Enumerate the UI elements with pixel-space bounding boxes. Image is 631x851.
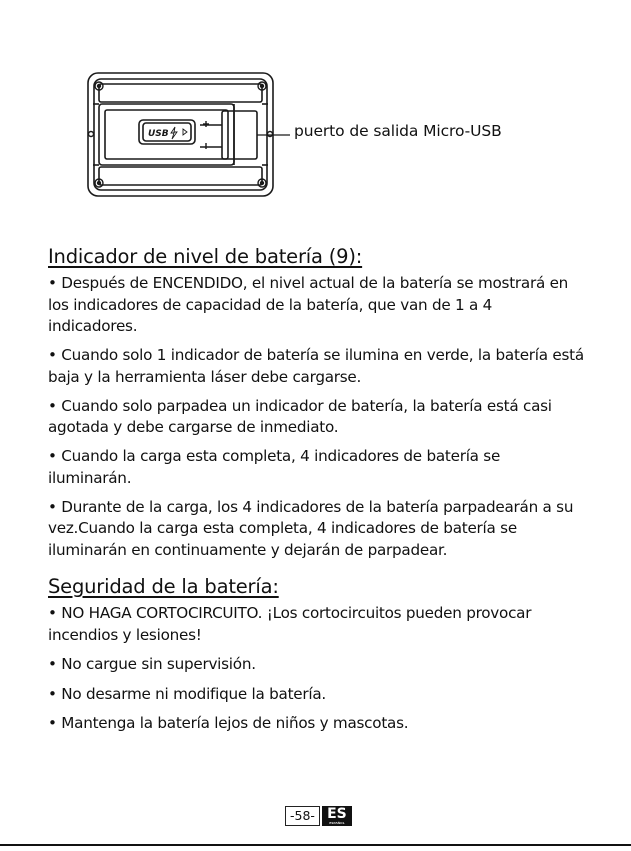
battery-safety-section xyxy=(48,574,584,735)
battery-level-paragraph: • Cuando solo parpadea un indicador de batería, la batería está casi agotada y debe cargarse de inmediato. xyxy=(48,396,552,436)
battery-level-paragraph: • Después de ENCENDIDO, el nivel actual de la batería se mostrará en los indicadores de capacidad de la batería, que van de 1 a 4 indicadores. xyxy=(48,274,569,335)
usb-label: USB xyxy=(148,129,169,139)
language-name: ESPAÑOL xyxy=(329,820,345,825)
battery-safety-paragraph: • No desarme ni modifique la batería. xyxy=(48,684,326,703)
battery-safety-heading: Seguridad de la batería: xyxy=(48,575,279,598)
battery-safety-paragraph: • Mantenga la batería lejos de niños y mascotas. xyxy=(48,714,409,732)
language-code: ES xyxy=(327,805,347,822)
language-badge xyxy=(322,806,352,826)
bottom-rule xyxy=(0,844,631,846)
page-number: -58- xyxy=(285,806,320,826)
battery-level-heading: Indicador de nivel de batería (9): xyxy=(48,245,363,268)
battery-level-paragraph: • Cuando la carga esta completa, 4 indicadores de batería se iluminarán. xyxy=(48,447,501,487)
micro-usb-callout-label: puerto de salida Micro-USB xyxy=(294,122,502,140)
battery-level-paragraph: • Cuando solo 1 indicador de batería se ilumina en verde, la batería está baja y la herramienta láser debe cargarse. xyxy=(48,346,584,386)
battery-level-paragraph: • Durante de la carga, los 4 indicadores de la batería parpadearán a su vez.Cuando la carga esta completa, 4 indicadores de batería se iluminarán en continuamente y dejarán de parpadear. xyxy=(48,497,574,559)
lightning-icon xyxy=(171,127,177,139)
battery-diagram xyxy=(0,0,631,230)
arrow-right-icon xyxy=(183,129,187,135)
page-footer xyxy=(285,806,352,826)
screw-icons xyxy=(89,82,273,187)
battery-level-section xyxy=(48,244,584,561)
battery-housing xyxy=(88,73,273,196)
battery-safety-paragraph: • NO HAGA CORTOCIRCUITO. ¡Los cortocircuitos pueden provocar incendios y lesiones! xyxy=(48,604,532,644)
battery-safety-paragraph: • No cargue sin supervisión. xyxy=(48,655,256,673)
